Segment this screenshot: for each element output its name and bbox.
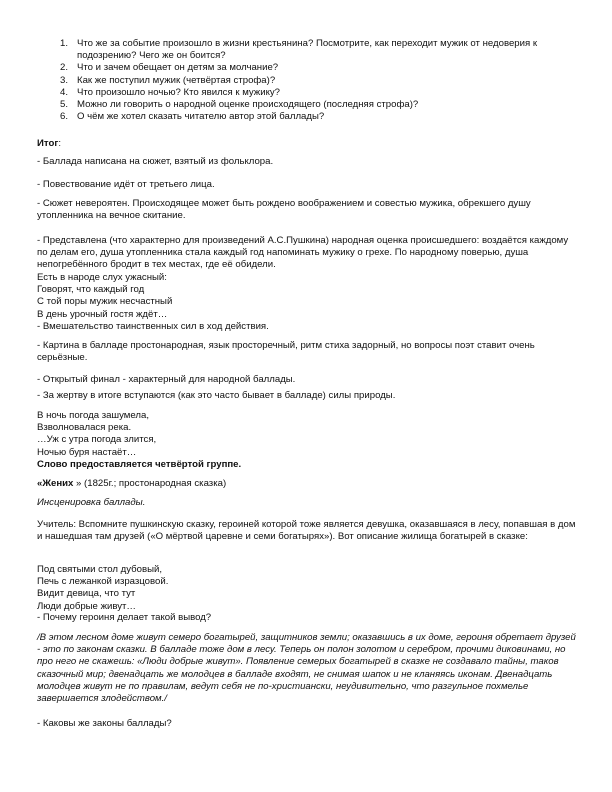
list-item — [50, 87, 590, 99]
list-number: 1. — [59, 38, 68, 49]
list-item — [50, 38, 590, 62]
verse-line: В день урочный гостя ждёт… — [37, 308, 168, 320]
verse-line: Есть в народе слух ужасный: — [37, 272, 167, 283]
paragraph: - Открытый финал - характерный для народной баллады. — [37, 374, 296, 385]
paragraph: Инсценировка баллады. — [37, 497, 146, 508]
paragraph: - Баллада написана на сюжет, взятый из фольклора. — [37, 156, 274, 167]
verse-line: Взволновалася река. — [37, 422, 132, 434]
list-number: 6. — [59, 111, 68, 123]
section-subtitle: » (1825г.; простонародная сказка) — [73, 478, 227, 489]
summary-title: Итог — [37, 138, 59, 149]
list-item-text: О чём же хотел сказать читателю автор этой баллады? — [77, 111, 325, 123]
paragraph: Учитель: Вспомните пушкинскую сказку, героиней которой тоже является девушка, оказавшаяся в лесу, попавшая в дом и нашедшая там друзей («О мёртвой царевне и семи богатырях»). Вот описание жилища богатырей в сказке: — [37, 519, 576, 543]
list-item-text: Как же поступил мужик (четвёртая строфа)? — [77, 74, 276, 86]
list-number: 2. — [59, 62, 68, 74]
list-item-text: Что и зачем обещает он детям за молчание? — [77, 62, 279, 74]
list-number: 5. — [59, 99, 68, 111]
verse-line: Видит девица, что тут — [37, 588, 136, 600]
verse-line: В ночь погода зашумела, — [37, 410, 150, 421]
section-heading — [37, 478, 579, 490]
paragraph: - За жертву в итоге вступаются (как это часто бывает в балладе) силы природы. — [37, 390, 396, 401]
paragraph: - Почему героиня делает такой вывод? — [37, 612, 212, 623]
verse-block — [37, 564, 579, 613]
summary-colon: : — [58, 138, 61, 149]
list-item — [50, 62, 590, 74]
verse-line: С той поры мужик несчастный — [37, 296, 173, 308]
verse-line: Под святыми стол дубовый, — [37, 564, 162, 575]
paragraph: - Повествование идёт от третьего лица. — [37, 179, 215, 190]
verse-line: Ночью буря настаёт… — [37, 446, 137, 458]
paragraph: - Каковы же законы баллады? — [37, 718, 172, 729]
list-number: 4. — [59, 86, 68, 98]
section-title: «Жених — [37, 478, 74, 489]
verse-line: Люди добрые живут… — [37, 600, 137, 612]
paragraph: /В этом лесном доме живут семеро богатырей, защитников земли; оказавшись в их доме, героиня обретает друзей - это по законам сказки. В балладе тоже дом в лесу. Теперь он полон золотом и серебром, прочими диковинами, но про него не скажешь: «Люди добрые живут». Появление семерых богатырей в сказке не создавало тайны, таков сказочный мир; двенадцать же молодцев в балладе входят, не снимая шапок и не кланяясь иконам. Двенадцать молодцев живут не по правилам, ведут себя не по-христиански, неудивительно, что разгульное похмелье завершается злодейством./ — [37, 632, 576, 705]
summary-heading — [37, 138, 579, 150]
list-item-text: Можно ли говорить о народной оценке происходящего (последняя строфа)? — [77, 99, 419, 111]
verse-block — [37, 272, 579, 321]
list-item — [50, 99, 590, 111]
list-item — [50, 111, 590, 123]
list-number: 3. — [59, 74, 68, 86]
question-list — [50, 38, 590, 123]
paragraph: - Вмешательство таинственных сил в ход действия. — [37, 321, 269, 332]
list-item — [50, 75, 590, 87]
verse-line: …Уж с утра погода злится, — [37, 434, 157, 446]
verse-line: Печь с лежанкой изразцовой. — [37, 576, 169, 588]
paragraph: - Сюжет невероятен. Происходящее может быть рождено воображением и совестью мужика, обрекшего душу утопленника на вечное скитание. — [37, 198, 531, 222]
list-item-text: Что же за событие произошло в жизни крестьянина? Посмотрите, как переходит мужик от недоверия к подозрению? Чего же он боится? — [77, 38, 538, 62]
verse-line: Говорят, что каждый год — [37, 284, 145, 296]
verse-block — [37, 410, 579, 459]
paragraph: - Картина в балладе простонародная, язык просторечный, ритм стиха задорный, но вопросы поэт ставит очень серьёзные. — [37, 340, 535, 364]
paragraph: - Представлена (что характерно для произведений А.С.Пушкина) народная оценка происшедшего: воздаётся каждому по делам его, душа утопленника стала каждый год напоминать мужику о грехе. По народному поверью, душа непогребённого бродит в тех местах, где её обидели. — [37, 235, 569, 271]
list-item-text: Что произошло ночью? Кто явился к мужику? — [77, 86, 281, 98]
group-announcement: Слово предоставляется четвёртой группе. — [37, 459, 242, 470]
